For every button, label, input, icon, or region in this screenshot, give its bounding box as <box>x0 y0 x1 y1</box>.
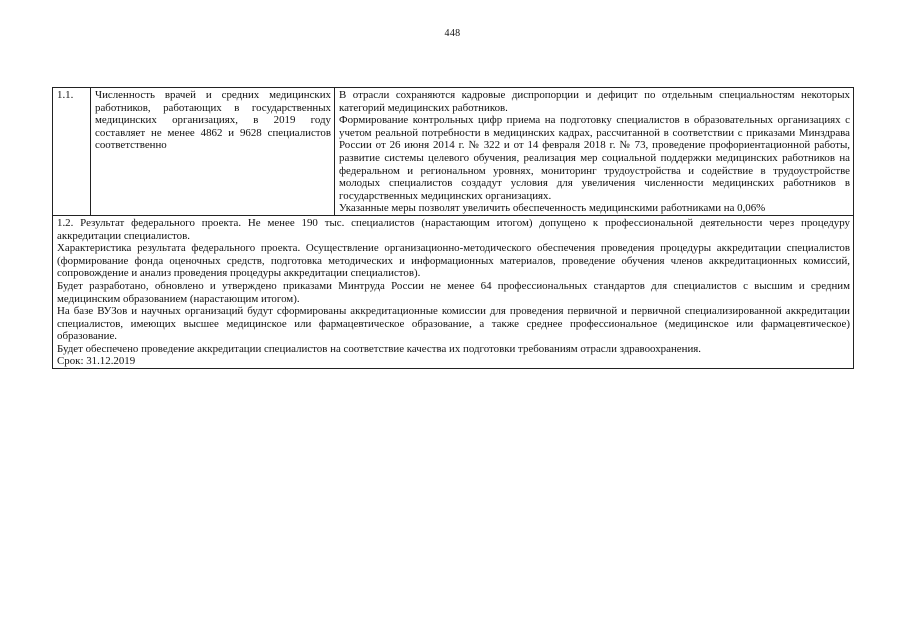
deadline-text: Срок: 31.12.2019 <box>57 355 136 368</box>
result-cell <box>53 215 854 368</box>
result-paragraph: На базе ВУЗов и научных организаций будут сформированы аккредитационные комиссии для проведения первичной и первичной специализированной аккредитации специалистов, имеющих высшее медицинское или фармацевтическое образование, а также среднее профессиональное (медицинское или фармацевтическое) образование. <box>57 305 850 343</box>
result-paragraph: Характеристика результата федерального проекта. Осуществление организационно-методического обеспечения проведения процедуры аккредитации специалистов (формирование фонда оценочных средств, подготовка методических и информационных материалов, проведение обучения членов аккредитационных комиссий, сопровождение и анализ проведения процедуры аккредитации специалистов). <box>57 242 850 280</box>
description-cell <box>335 88 854 216</box>
indicator-cell: Численность врачей и средних медицинских работников, работающих в государственных медицинских организациях, в 2019 году составляет не менее 4862 и 9628 специалистов соответственно <box>91 88 335 216</box>
page-number: 448 <box>444 28 461 39</box>
description-paragraph: Формирование контрольных цифр приема на подготовку специалистов в образовательных организациях с учетом реальной потребности в медицинских кадрах, рассчитанной в соответствии с приказами Минздрава России от 26 июня 2014 г. № 322 и от 14 февраля 2018 г. № 73, проведение профориентационной работы, развитие системы целевого обучения, реализация мер социальной поддержки медицинских работников на федеральном и региональном уровнях, мониторинг трудоустройства и содействие в трудоустройстве молодых специалистов создадут условия для увеличения численности медицинских работников в государственных медицинских организациях. <box>339 114 850 202</box>
table-row <box>53 88 854 216</box>
result-paragraph: 1.2. Результат федерального проекта. Не менее 190 тыс. специалистов (нарастающим итогом) допущено к профессиональной деятельности через процедуру аккредитации специалистов. <box>57 216 850 242</box>
document-table <box>52 87 854 369</box>
description-paragraph: Указанные меры позволят увеличить обеспеченность медицинскими работниками на 0,06% <box>339 202 766 215</box>
description-paragraph: В отрасли сохраняются кадровые диспропорции и дефицит по отдельным специальностям некоторых категорий медицинских работников. <box>339 89 850 114</box>
result-paragraph: Будет разработано, обновлено и утверждено приказами Минтруда России не менее 64 профессиональных стандартов для специалистов с высшим и средним медицинским образованием (нарастающим итогом). <box>57 279 850 305</box>
row-number-cell: 1.1. <box>53 88 91 216</box>
table-row <box>53 215 854 368</box>
result-paragraph: Будет обеспечено проведение аккредитации специалистов на соответствие качества их подготовки требованиям отрасли здравоохранения. <box>57 342 702 355</box>
